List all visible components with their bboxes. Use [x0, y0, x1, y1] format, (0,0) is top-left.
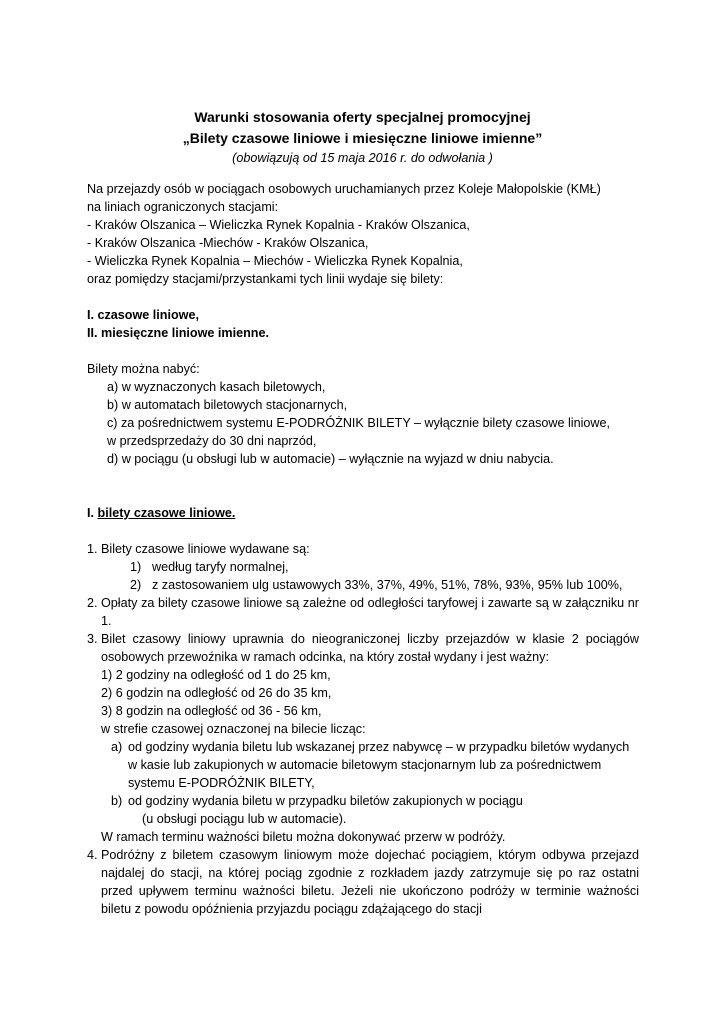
item-number: 2. [87, 596, 98, 610]
sub-item-number: 2) [130, 578, 142, 592]
item-number: 1. [87, 542, 98, 556]
list-item [87, 594, 639, 630]
document-body [87, 180, 639, 918]
item-number: 3. [87, 632, 98, 646]
validity-note: (obowiązują od 15 maja 2016 r. do odwołania ) [232, 151, 493, 165]
route-item: - Kraków Olszanica – Wieliczka Rynek Kopalnia - Kraków Olszanica, [87, 218, 470, 232]
sub-item [87, 558, 639, 576]
document-header [0, 107, 725, 167]
sub-item-text: od godziny wydania biletu w przypadku biletów zakupionych w pociągu [128, 794, 523, 808]
purchase-intro: Bilety można nabyć: [87, 362, 200, 376]
item-text: Bilety czasowe liniowe wydawane są: [101, 542, 310, 556]
sub-item [87, 792, 639, 810]
list-item [87, 846, 639, 918]
sub-item-number: a) [111, 740, 123, 754]
item-text: Podróżny z biletem czasowym liniowym może dojechać pociągiem, którym odbywa przejazd najdalej do stacji, na której pociąg zgodnie z rozkładem jazdy zatrzymuje się po raz ostatni przed upływem terminu ważności biletu. Jeżeli nie ukończono podróży w terminie ważności biletu z powodu opóźnienia przyjazdu pociągu zdążającego do stacji [101, 848, 639, 916]
item-number: 4. [87, 848, 98, 862]
zone-text: w strefie czasowej oznaczonej na bilecie licząc: [101, 722, 366, 736]
sub-item [87, 738, 639, 792]
sub-item-continuation: (u obsługi pociągu lub w automacie). [142, 812, 347, 826]
route-item: - Wieliczka Rynek Kopalnia – Miechów - Wieliczka Rynek Kopalnia, [87, 254, 463, 268]
item-text: Opłaty za bilety czasowe liniowe są zależne od odległości taryfowej i zawarte są w załączniku nr 1. [101, 596, 639, 628]
sub-item-text: od godziny wydania biletu lub wskazanej przez nabywcę – w przypadku biletów wydanych w kasie lub zakupionych w automacie biletowym stacjonarnym lub za pośrednictwem systemu E-PODRÓŻNIK BILETY, [128, 740, 630, 790]
document-subtitle: „Bilety czasowe liniowe i miesięczne liniowe imienne” [182, 130, 543, 146]
document-title: Warunki stosowania oferty specjalnej promocyjnej [194, 109, 531, 125]
route-item: - Kraków Olszanica -Miechów - Kraków Olszanica, [87, 236, 369, 250]
purchase-item: c) za pośrednictwem systemu E-PODRÓŻNIK BILETY – wyłącznie bilety czasowe liniowe, [107, 416, 610, 430]
intro-line: Na przejazdy osób w pociągach osobowych uruchamianych przez Koleje Małopolskie (KMŁ) [87, 182, 601, 196]
list-item [87, 630, 639, 738]
hours-item: 1) 2 godziny na odległość od 1 do 25 km, [101, 668, 331, 682]
ticket-type: II. miesięczne liniowe imienne. [87, 326, 269, 340]
item-body [101, 630, 639, 738]
section-title: bilety czasowe liniowe. [97, 506, 236, 520]
sub-item-number: 1) [130, 560, 142, 574]
intro-line: na liniach ograniczonych stacjami: [87, 200, 279, 214]
hours-item: 2) 6 godzin na odległość od 26 do 35 km, [101, 686, 332, 700]
purchase-item: b) w automatach biletowych stacjonarnych, [107, 398, 348, 412]
ticket-type: I. czasowe liniowe, [87, 308, 199, 322]
sub-item-text: z zastosowaniem ulg ustawowych 33%, 37%, 49%, 51%, 78%, 93%, 95% lub 100%, [152, 578, 623, 592]
hours-item: 3) 8 godzin na odległość od 36 - 56 km, [101, 704, 322, 718]
purchase-item: w przedsprzedaży do 30 dni naprzód, [107, 434, 317, 448]
section-number: I. [87, 506, 94, 520]
section-heading [87, 504, 639, 522]
item-text: Bilet czasowy liniowy uprawnia do nieograniczonej liczby przejazdów w klasie 2 pociągów osobowych przewoźnika w ramach odcinka, na który został wydany i jest ważny: [101, 632, 639, 664]
sub-item-number: b) [111, 794, 123, 808]
sub-item-text: według taryfy normalnej, [152, 560, 289, 574]
purchase-item: d) w pociągu (u obsługi lub w automacie) – wyłącznie na wyjazd w dniu nabycia. [107, 452, 554, 466]
sub-item [87, 576, 639, 594]
list-item [87, 540, 639, 558]
break-note: W ramach terminu ważności biletu można dokonywać przerw w podróży. [101, 830, 506, 844]
purchase-item: a) w wyznaczonych kasach biletowych, [107, 380, 326, 394]
intro-closing: oraz pomiędzy stacjami/przystankami tych linii wydaje się bilety: [87, 272, 444, 286]
